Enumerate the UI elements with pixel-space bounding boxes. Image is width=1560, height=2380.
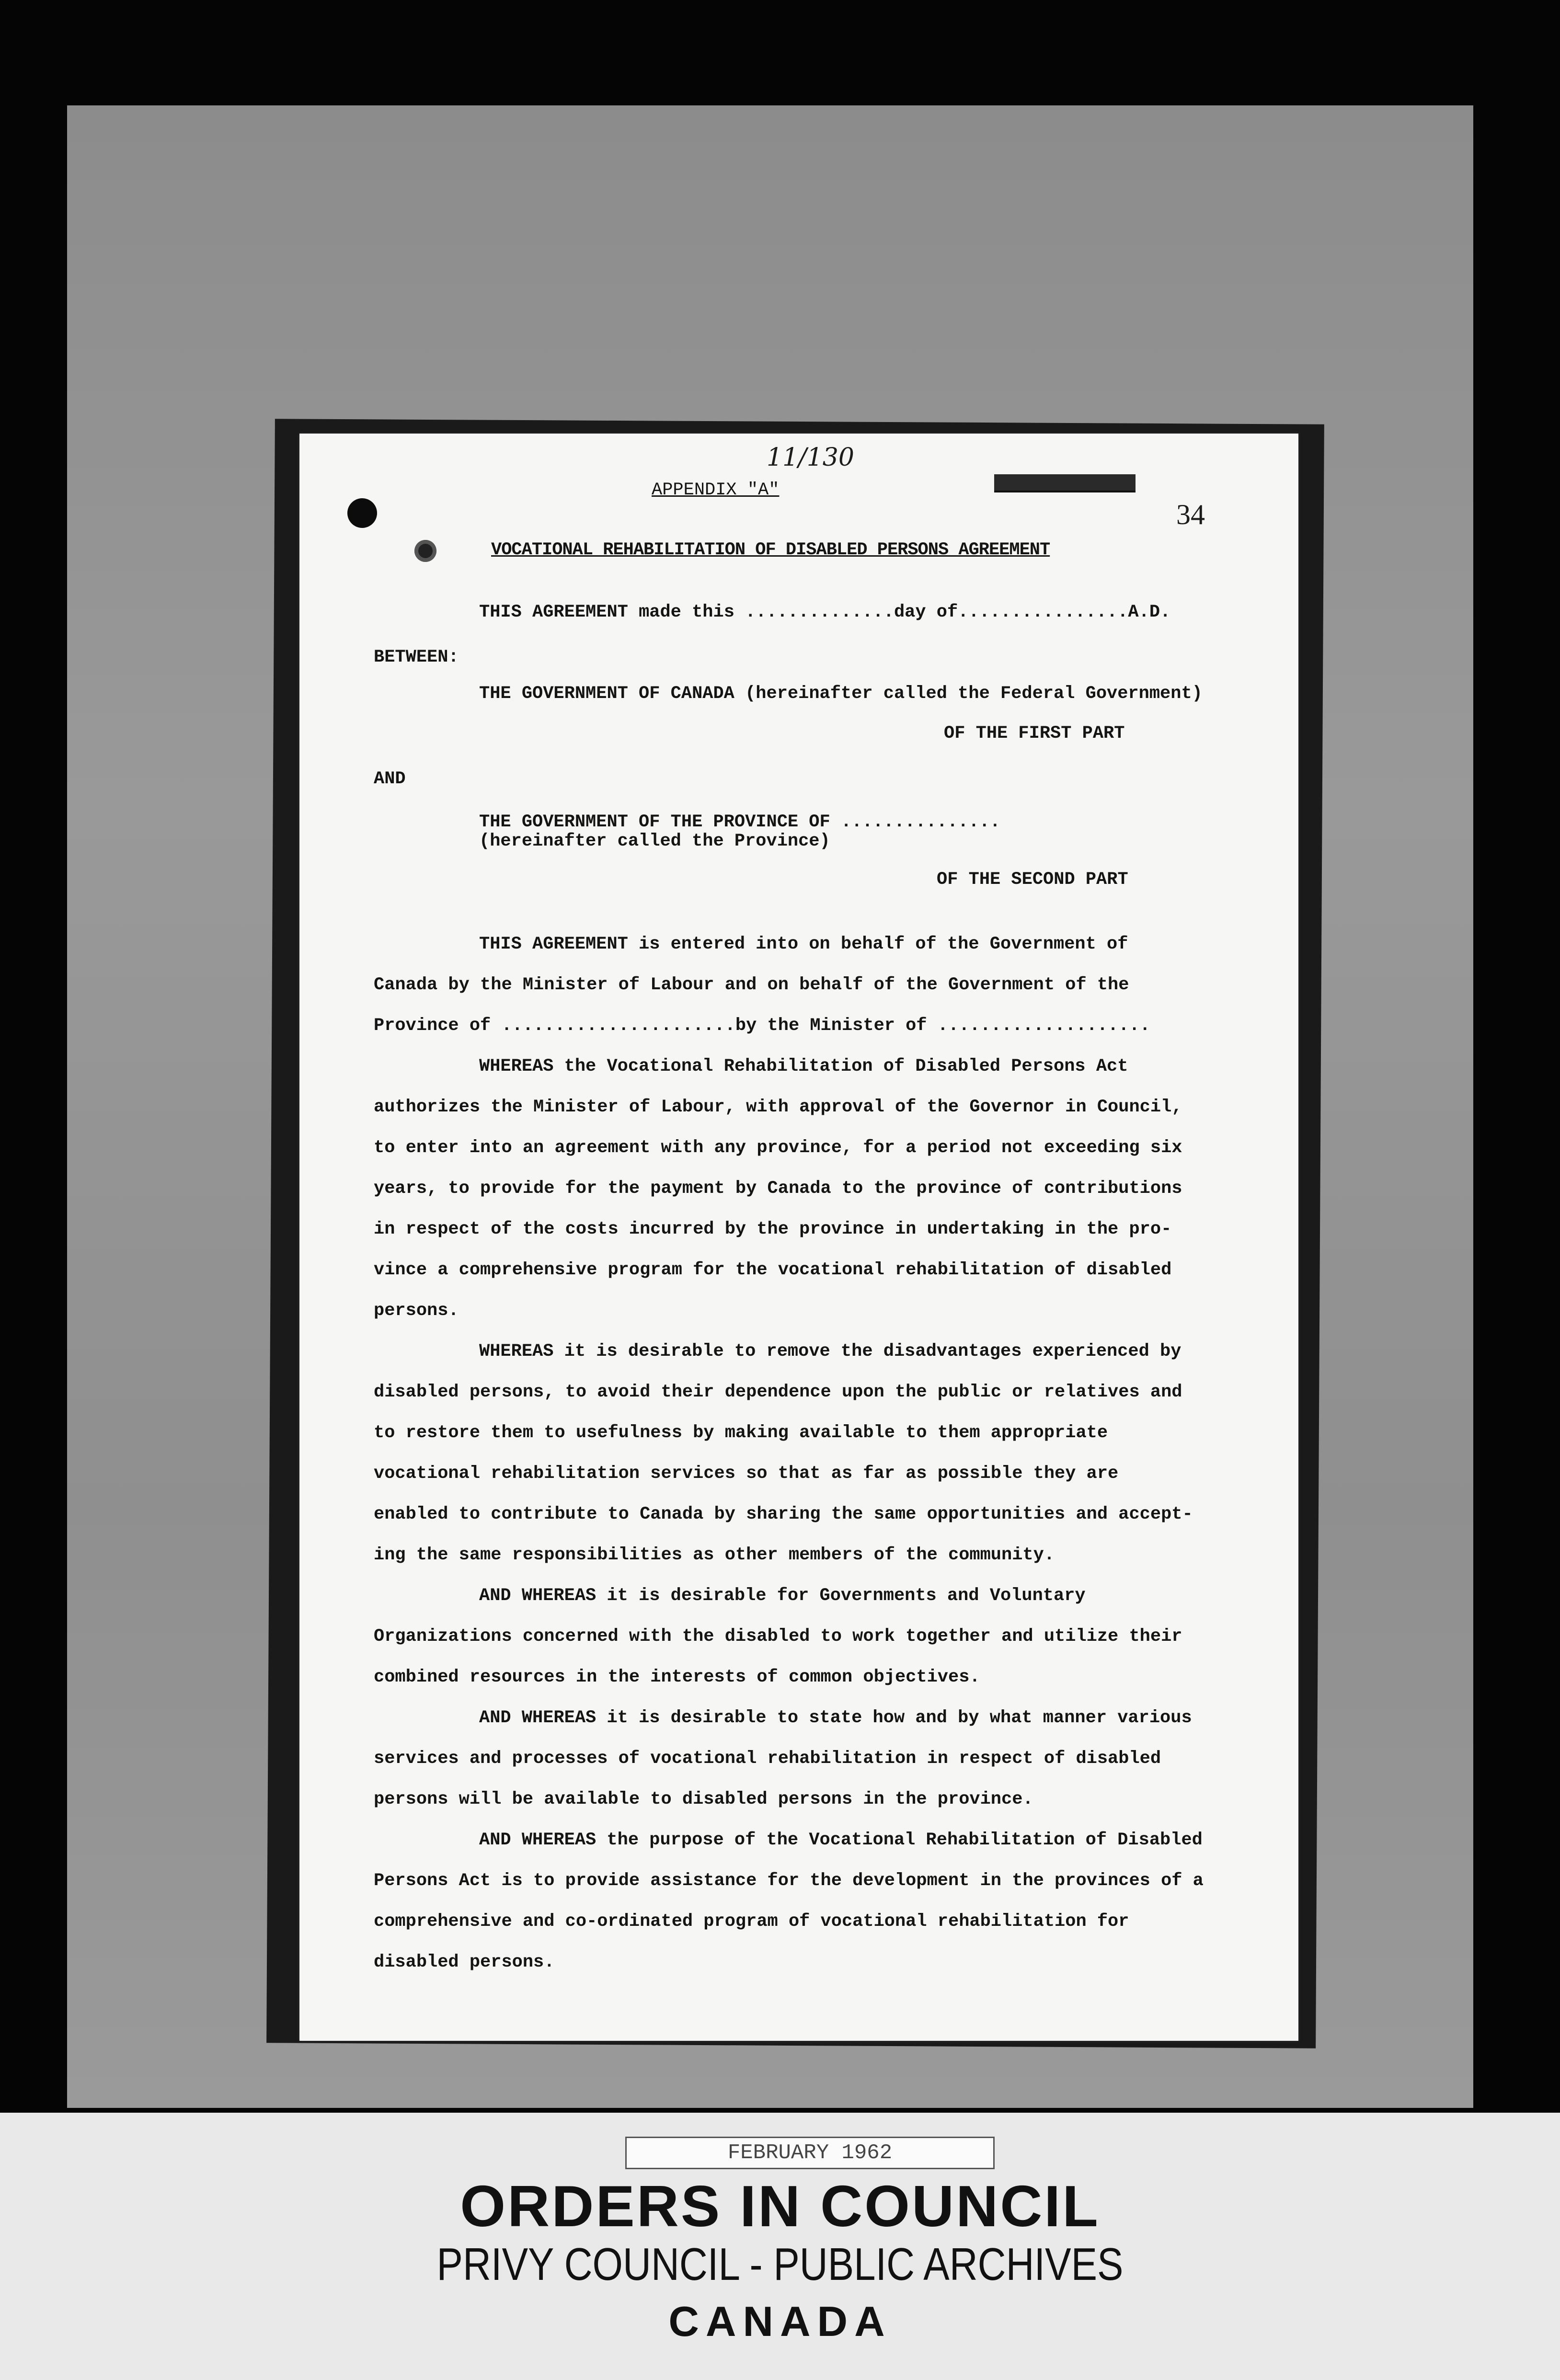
archive-footer: [0, 2113, 1560, 2380]
text-line: WHEREAS the Vocational Rehabilitation of Disabled Persons Act: [479, 1056, 1128, 1076]
text-line: to restore them to usefulness by making available to them appropriate: [374, 1423, 1108, 1443]
document-page: [299, 434, 1298, 2041]
date-label: FEBRUARY 1962: [625, 2137, 995, 2169]
text-line: THE GOVERNMENT OF THE PROVINCE OF ...............: [479, 812, 1000, 832]
text-line: persons.: [374, 1301, 459, 1321]
agreement-title: VOCATIONAL REHABILITATION OF DISABLED PERSONS AGREEMENT: [491, 540, 1050, 560]
text-line: (hereinafter called the Province): [479, 831, 830, 851]
page-number: 34: [1176, 499, 1205, 530]
text-line: ing the same responsibilities as other members of the community.: [374, 1545, 1055, 1565]
text-line: AND WHEREAS the purpose of the Vocational Rehabilitation of Disabled: [479, 1830, 1203, 1850]
text-line: authorizes the Minister of Labour, with approval of the Governor in Council,: [374, 1097, 1182, 1117]
text-line: disabled persons, to avoid their dependence upon the public or relatives and: [374, 1382, 1182, 1402]
text-line: BETWEEN:: [374, 647, 459, 667]
punch-hole-icon: [347, 498, 377, 528]
text-line: to enter into an agreement with any province, for a period not exceeding six: [374, 1138, 1182, 1158]
text-line: persons will be available to disabled persons in the province.: [374, 1789, 1033, 1809]
text-line: THIS AGREEMENT made this ..............day of................A.D.: [479, 602, 1171, 622]
text-line: vocational rehabilitation services so that as far as possible they are: [374, 1464, 1119, 1484]
text-line: WHEREAS it is desirable to remove the disadvantages experienced by: [479, 1341, 1181, 1362]
text-line: Organizations concerned with the disabled to work together and utilize their: [374, 1626, 1182, 1647]
text-line: enabled to contribute to Canada by sharing the same opportunities and accept-: [374, 1504, 1193, 1524]
punch-hole-icon: [414, 540, 436, 562]
text-line: THE GOVERNMENT OF CANADA (hereinafter called the Federal Government): [479, 684, 1203, 704]
text-line: vince a comprehensive program for the vocational rehabilitation of disabled: [374, 1260, 1172, 1280]
text-line: AND WHEREAS it is desirable to state how and by what manner various: [479, 1708, 1192, 1728]
text-line: Province of ......................by the Minister of ....................: [374, 1016, 1150, 1036]
text-line: AND: [374, 769, 406, 789]
text-line: services and processes of vocational rehabilitation in respect of disabled: [374, 1749, 1161, 1769]
appendix-label: APPENDIX "A": [652, 480, 780, 500]
text-line: OF THE FIRST PART: [944, 723, 1125, 744]
text-line: disabled persons.: [374, 1952, 555, 1972]
text-line: OF THE SECOND PART: [937, 870, 1128, 890]
text-line: combined resources in the interests of common objectives.: [374, 1667, 980, 1687]
text-line: THIS AGREEMENT is entered into on behalf of the Government of: [479, 934, 1128, 954]
handwritten-number: 11/130: [767, 443, 854, 472]
text-line: years, to provide for the payment by Canada to the province of contributions: [374, 1179, 1182, 1199]
text-line: Canada by the Minister of Labour and on behalf of the Government of the: [374, 975, 1129, 995]
text-line: in respect of the costs incurred by the province in undertaking in the pro-: [374, 1219, 1172, 1239]
struck-out-classification: [994, 474, 1136, 492]
text-line: comprehensive and co-ordinated program of vocational rehabilitation for: [374, 1911, 1129, 1932]
text-line: AND WHEREAS it is desirable for Governments and Voluntary: [479, 1586, 1086, 1606]
privy-council-heading: PRIVY COUNCIL - PUBLIC ARCHIVES: [436, 2239, 1124, 2290]
text-line: Persons Act is to provide assistance for the development in the provinces of a: [374, 1871, 1204, 1891]
canada-heading: CANADA: [668, 2298, 892, 2345]
orders-in-council-heading: ORDERS IN COUNCIL: [460, 2174, 1100, 2239]
